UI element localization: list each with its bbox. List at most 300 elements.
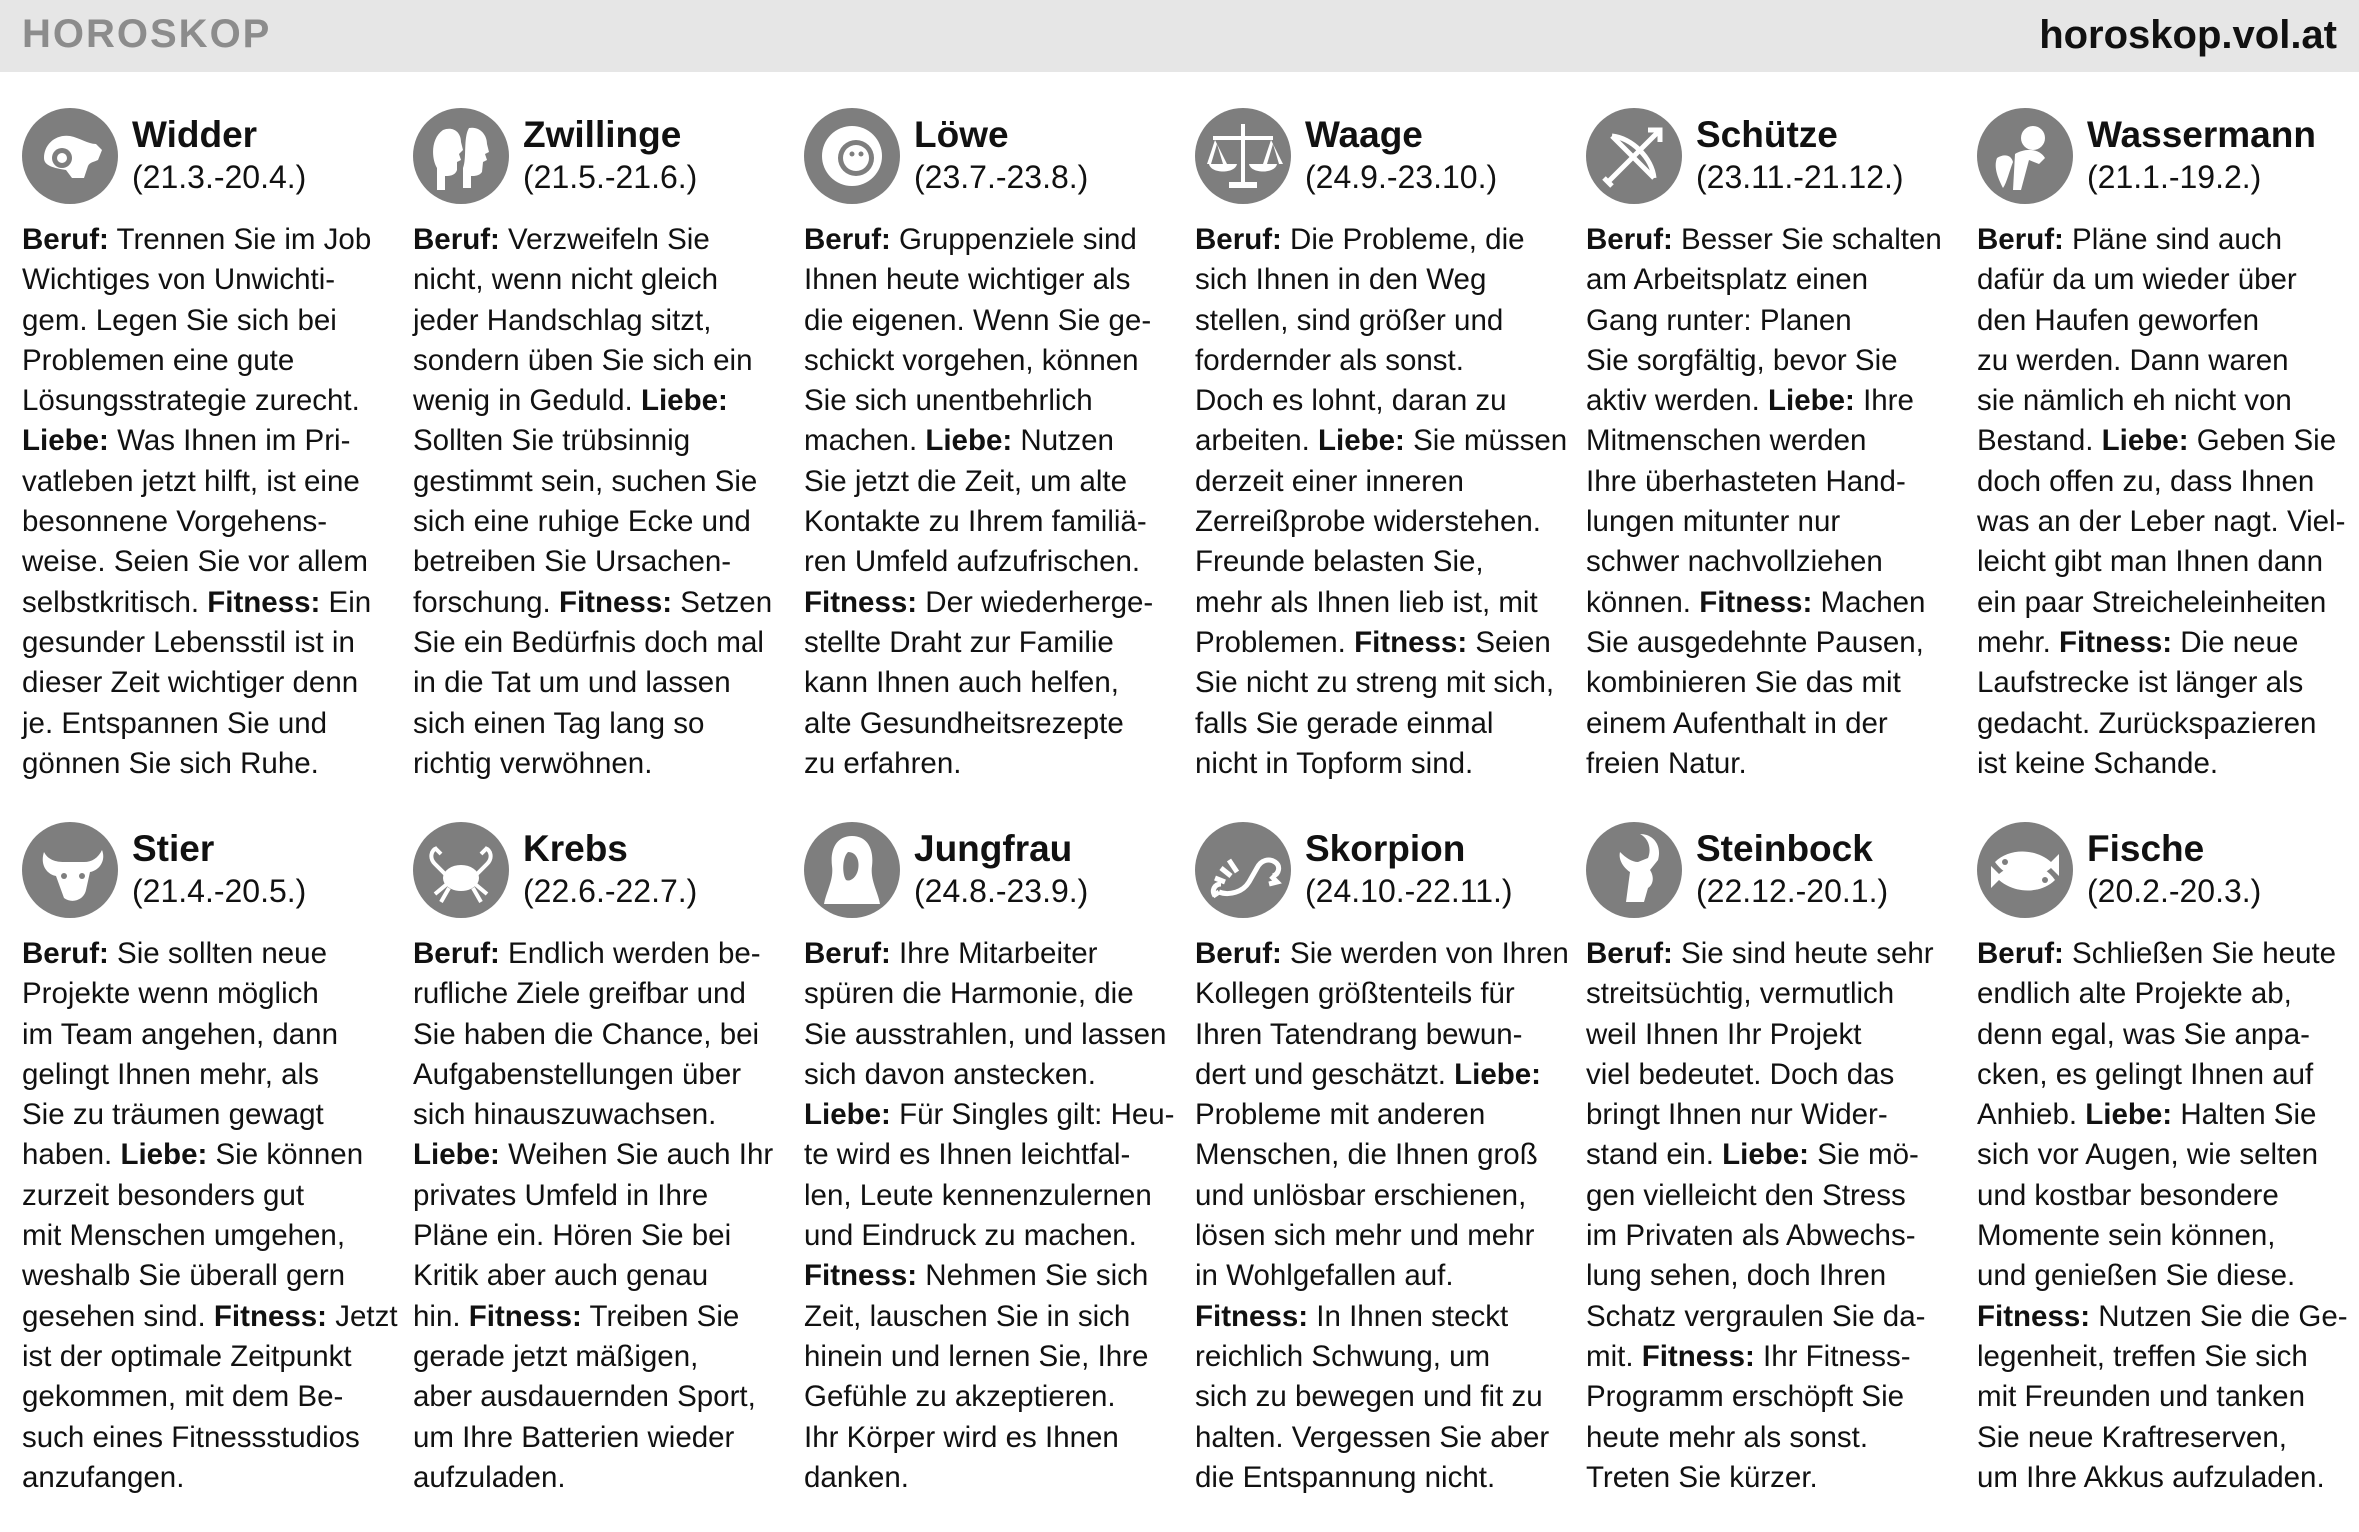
text-segment: machen. bbox=[804, 424, 926, 458]
text-segment: Sie müssen bbox=[1404, 424, 1568, 458]
text-line bbox=[1586, 381, 1956, 421]
text-segment: stand ein. bbox=[1586, 1138, 1723, 1172]
text-segment: Gefühle zu akzeptieren. bbox=[804, 1380, 1116, 1414]
text-line bbox=[804, 502, 1174, 542]
sign-name: Zwillinge bbox=[523, 114, 682, 155]
text-segment: Schließen Sie heute bbox=[2063, 937, 2337, 970]
sign-name: Stier bbox=[132, 828, 215, 869]
text-segment: freien Natur. bbox=[1586, 746, 1747, 780]
text-line bbox=[1586, 1055, 1956, 1095]
text-segment: Sie werden von Ihren bbox=[1281, 937, 1569, 970]
text-line bbox=[1195, 341, 1565, 381]
text-segment: Programm erschöpft Sie bbox=[1586, 1380, 1905, 1414]
text-line bbox=[804, 1256, 1174, 1296]
category-label: Fitness: bbox=[468, 1299, 582, 1333]
text-segment: Die Probleme, die bbox=[1281, 223, 1525, 256]
text-segment: gerade jetzt mäßigen, bbox=[413, 1339, 699, 1373]
text-segment: in die Tat um und lassen bbox=[413, 666, 731, 700]
text-segment: aber ausdauernden Sport, bbox=[413, 1380, 756, 1414]
horoscope-text bbox=[1195, 934, 1569, 1498]
text-line bbox=[1977, 1135, 2347, 1175]
text-segment: in Wohlgefallen auf. bbox=[1195, 1259, 1454, 1293]
text-line bbox=[1195, 1176, 1565, 1216]
text-segment: Nutzen bbox=[1012, 424, 1114, 458]
text-segment: besonnene Vorgehens- bbox=[22, 505, 328, 539]
text-segment: Nehmen Sie sich bbox=[917, 1259, 1149, 1293]
text-segment: aufzuladen. bbox=[413, 1460, 566, 1494]
text-line bbox=[22, 1176, 392, 1216]
text-line bbox=[413, 220, 783, 260]
text-segment: den Haufen geworfen bbox=[1977, 303, 2260, 337]
text-line bbox=[22, 220, 392, 260]
text-segment: Wichtiges von Unwichti- bbox=[22, 263, 336, 297]
category-label: Liebe: bbox=[1722, 1138, 1809, 1172]
text-line bbox=[1977, 542, 2347, 582]
text-segment: Sollten Sie trübsinnig bbox=[413, 424, 691, 458]
text-segment: stellen, sind größer und bbox=[1195, 303, 1504, 337]
text-segment: zurzeit besonders gut bbox=[22, 1178, 305, 1212]
text-line bbox=[413, 381, 783, 421]
text-line bbox=[1195, 1216, 1565, 1256]
text-line bbox=[1195, 1256, 1565, 1296]
text-segment: sich vor Augen, wie selten bbox=[1977, 1138, 2319, 1172]
text-line bbox=[1977, 583, 2347, 623]
text-segment: endlich alte Projekte ab, bbox=[1977, 977, 2292, 1011]
text-segment: jeder Handschlag sitzt, bbox=[413, 303, 712, 337]
text-line bbox=[1195, 1337, 1565, 1377]
text-line bbox=[1195, 421, 1568, 461]
text-line bbox=[1586, 220, 1956, 260]
text-line bbox=[22, 462, 392, 502]
category-label: Beruf: bbox=[22, 937, 109, 970]
text-line bbox=[804, 623, 1174, 663]
text-line bbox=[413, 502, 783, 542]
horoscope-text bbox=[804, 220, 1174, 784]
text-segment: mehr als Ihnen lieb ist, mit bbox=[1195, 585, 1538, 619]
text-segment: Trennen Sie im Job bbox=[108, 223, 372, 256]
text-line bbox=[1586, 1418, 1956, 1458]
text-line bbox=[804, 301, 1174, 341]
text-segment: Ihre Mitarbeiter bbox=[890, 937, 1098, 970]
text-segment: weshalb Sie überall gern bbox=[22, 1259, 346, 1293]
text-segment: te wird es Ihnen leichtfal- bbox=[804, 1138, 1131, 1172]
text-segment: Momente sein können, bbox=[1977, 1219, 2276, 1253]
text-segment: aktiv werden. bbox=[1586, 384, 1768, 418]
text-line bbox=[413, 301, 783, 341]
text-line bbox=[1195, 220, 1565, 260]
text-line bbox=[1586, 1015, 1956, 1055]
text-line bbox=[413, 1256, 783, 1296]
text-line bbox=[22, 663, 392, 703]
text-segment: und genießen Sie diese. bbox=[1977, 1259, 2296, 1293]
text-line bbox=[1195, 1297, 1565, 1337]
sign-dates: (24.9.-23.10.) bbox=[1305, 159, 1498, 195]
text-line bbox=[804, 1135, 1174, 1175]
text-line bbox=[1195, 583, 1565, 623]
text-line bbox=[804, 381, 1174, 421]
text-segment: mit Freunden und tanken bbox=[1977, 1380, 2305, 1414]
text-segment: schwer nachvollziehen bbox=[1586, 545, 1883, 579]
sign-name: Widder bbox=[132, 114, 258, 155]
text-line bbox=[804, 421, 1174, 461]
text-segment: wenig in Geduld. bbox=[413, 384, 641, 418]
text-segment: Laufstrecke ist länger als bbox=[1977, 666, 2304, 700]
text-segment: Sie ausgedehnte Pausen, bbox=[1586, 625, 1924, 659]
text-segment: gedacht. Zurückspazieren bbox=[1977, 706, 2317, 740]
text-line bbox=[1977, 1095, 2347, 1135]
text-segment: gestimmt sein, suchen Sie bbox=[413, 464, 758, 498]
text-segment: anzufangen. bbox=[22, 1460, 185, 1494]
text-line bbox=[804, 1216, 1174, 1256]
category-label: Beruf: bbox=[1977, 937, 2064, 970]
text-segment: Zeit, lauschen Sie in sich bbox=[804, 1299, 1131, 1333]
category-label: Liebe: bbox=[2101, 424, 2189, 458]
text-segment: ren Umfeld aufzufrischen. bbox=[804, 545, 1141, 579]
text-segment: Ihr Körper wird es Ihnen bbox=[804, 1420, 1119, 1454]
text-line bbox=[1586, 583, 1956, 623]
text-segment: schickt vorgehen, können bbox=[804, 343, 1139, 377]
text-line bbox=[804, 1418, 1174, 1458]
text-line bbox=[22, 1377, 392, 1417]
text-line bbox=[1586, 462, 1956, 502]
text-segment: gesehen sind. bbox=[22, 1299, 214, 1333]
text-line bbox=[1977, 1337, 2347, 1377]
text-segment: Der wiederherge- bbox=[917, 585, 1154, 619]
text-segment: Geben Sie bbox=[2188, 424, 2337, 458]
category-label: Liebe: bbox=[2085, 1098, 2173, 1132]
category-label: Fitness: bbox=[213, 1299, 328, 1333]
text-segment: nicht in Topform sind. bbox=[1195, 746, 1474, 780]
text-line bbox=[22, 1297, 398, 1337]
text-segment: sich zu bewegen und fit zu bbox=[1195, 1380, 1543, 1414]
text-line bbox=[413, 1055, 783, 1095]
text-line bbox=[1977, 974, 2347, 1014]
text-line bbox=[1586, 1297, 1956, 1337]
text-segment: nicht, wenn nicht gleich bbox=[413, 263, 719, 297]
text-line bbox=[1586, 1095, 1956, 1135]
text-segment: Gruppenziele sind bbox=[890, 223, 1137, 256]
text-line bbox=[1195, 1015, 1565, 1055]
text-segment: sich hinauszuwachsen. bbox=[413, 1098, 717, 1132]
category-label: Fitness: bbox=[1354, 625, 1468, 659]
text-line bbox=[413, 1015, 783, 1055]
horoscope-text bbox=[1195, 220, 1568, 784]
text-segment: einem Aufenthalt in der bbox=[1586, 706, 1888, 740]
text-segment: um Ihre Akkus aufzuladen. bbox=[1977, 1460, 2325, 1494]
text-line bbox=[1586, 341, 1956, 381]
text-line bbox=[804, 974, 1174, 1014]
text-segment: dert und geschätzt. bbox=[1195, 1057, 1455, 1091]
text-line bbox=[804, 704, 1174, 744]
text-segment: Lösungsstrategie zurecht. bbox=[22, 384, 360, 418]
text-segment: such eines Fitnessstudios bbox=[22, 1420, 360, 1454]
text-segment: Weihen Sie auch Ihr bbox=[499, 1138, 774, 1172]
text-line bbox=[22, 623, 392, 663]
horoscope-text bbox=[413, 220, 783, 784]
category-label: Beruf: bbox=[1586, 937, 1673, 970]
text-segment: Sie haben die Chance, bei bbox=[413, 1017, 760, 1051]
text-line bbox=[22, 1256, 392, 1296]
horoscope-text bbox=[804, 934, 1174, 1498]
text-segment: je. Entspannen Sie und bbox=[22, 706, 328, 740]
text-segment: Ihre überhasteten Hand- bbox=[1586, 464, 1906, 498]
category-label: Beruf: bbox=[1586, 223, 1673, 256]
text-segment: stellte Draht zur Familie bbox=[804, 625, 1114, 659]
text-line bbox=[1195, 502, 1565, 542]
text-segment: Pläne sind auch bbox=[2063, 223, 2282, 256]
text-line bbox=[413, 1216, 783, 1256]
text-segment: legenheit, treffen Sie sich bbox=[1977, 1339, 2308, 1373]
twins-faces-icon bbox=[413, 108, 509, 204]
sign-dates: (24.8.-23.9.) bbox=[914, 873, 1089, 909]
text-line bbox=[1586, 421, 1956, 461]
text-line bbox=[1586, 663, 1956, 703]
text-line bbox=[22, 542, 392, 582]
text-line bbox=[22, 1135, 392, 1175]
text-line bbox=[413, 421, 783, 461]
text-line bbox=[804, 583, 1174, 623]
site-url[interactable]: horoskop.vol.at bbox=[2039, 13, 2337, 57]
virgin-woman-icon bbox=[804, 822, 900, 918]
text-segment: Sie jetzt die Zeit, um alte bbox=[804, 464, 1128, 498]
text-segment: Jetzt bbox=[327, 1299, 398, 1333]
text-line bbox=[1977, 301, 2347, 341]
text-segment: ist keine Schande. bbox=[1977, 746, 2219, 780]
category-label: Fitness: bbox=[804, 1259, 918, 1293]
text-segment: Was Ihnen im Pri- bbox=[108, 424, 351, 458]
text-segment: hin. bbox=[413, 1299, 469, 1333]
text-segment: gesunder Lebensstil ist in bbox=[22, 625, 355, 659]
text-segment: Machen bbox=[1812, 585, 1926, 619]
category-label: Fitness: bbox=[558, 585, 673, 619]
text-line bbox=[22, 421, 392, 461]
text-line bbox=[1195, 704, 1565, 744]
text-segment: Sie ausstrahlen, und lassen bbox=[804, 1017, 1167, 1051]
category-label: Beruf: bbox=[804, 937, 891, 970]
text-segment: Anhieb. bbox=[1977, 1098, 2086, 1132]
text-segment: Sie neue Kraftreserven, bbox=[1977, 1420, 2287, 1454]
text-line bbox=[1977, 1176, 2347, 1216]
text-line bbox=[1195, 1095, 1565, 1135]
category-label: Beruf: bbox=[1195, 937, 1282, 970]
text-line bbox=[1586, 623, 1956, 663]
sign-dates: (21.3.-20.4.) bbox=[132, 159, 307, 195]
text-line bbox=[804, 1377, 1174, 1417]
text-segment: spüren die Harmonie, die bbox=[804, 977, 1134, 1011]
sign-dates: (22.6.-22.7.) bbox=[523, 873, 698, 909]
sign-dates: (21.5.-21.6.) bbox=[523, 159, 698, 195]
text-segment: lungen mitunter nur bbox=[1586, 505, 1841, 539]
text-segment: sich einen Tag lang so bbox=[413, 706, 705, 740]
text-line bbox=[1586, 1337, 1956, 1377]
text-segment: alte Gesundheitsrezepte bbox=[804, 706, 1124, 740]
text-segment: lösen sich mehr und mehr bbox=[1195, 1219, 1535, 1253]
text-segment: Sie sollten neue bbox=[108, 937, 327, 970]
text-segment: falls Sie gerade einmal bbox=[1195, 706, 1494, 740]
fish-icon bbox=[1977, 822, 2073, 918]
text-segment: Ihre bbox=[1854, 384, 1914, 418]
horoscope-text bbox=[22, 934, 398, 1498]
text-segment: Bestand. bbox=[1977, 424, 2102, 458]
sign-dates: (23.11.-21.12.) bbox=[1696, 159, 1904, 195]
text-line bbox=[804, 1297, 1174, 1337]
horoscope-text bbox=[1586, 934, 1956, 1498]
text-segment: viel bedeutet. Doch das bbox=[1586, 1057, 1895, 1091]
text-segment: Aufgabenstellungen über bbox=[413, 1057, 742, 1091]
text-line bbox=[1977, 934, 2347, 974]
category-label: Liebe: bbox=[1768, 384, 1855, 418]
text-segment: Besser Sie schalten bbox=[1672, 223, 1942, 256]
text-line bbox=[1195, 1418, 1565, 1458]
text-segment: mehr. bbox=[1977, 625, 2059, 659]
category-label: Fitness: bbox=[2058, 625, 2173, 659]
text-segment: Verzweifeln Sie bbox=[499, 223, 710, 256]
text-segment: Sie ein Bedürfnis doch mal bbox=[413, 625, 764, 659]
sign-dates: (23.7.-23.8.) bbox=[914, 159, 1089, 195]
text-line bbox=[804, 934, 1174, 974]
text-segment: hinein und lernen Sie, Ihre bbox=[804, 1339, 1149, 1373]
text-line bbox=[804, 341, 1174, 381]
text-line bbox=[413, 744, 783, 784]
text-line bbox=[413, 1297, 783, 1337]
text-line bbox=[1586, 744, 1956, 784]
text-line bbox=[413, 1418, 783, 1458]
text-segment: vatleben jetzt hilft, ist eine bbox=[22, 464, 360, 498]
text-line bbox=[1195, 462, 1565, 502]
text-segment: Sie mö- bbox=[1809, 1138, 1919, 1172]
text-line bbox=[22, 1458, 392, 1498]
text-segment: können. bbox=[1586, 585, 1700, 619]
text-segment: Treiben Sie bbox=[581, 1299, 740, 1333]
horoscope-text bbox=[1586, 220, 1956, 784]
text-segment: zu erfahren. bbox=[804, 746, 962, 780]
text-segment: am Arbeitsplatz einen bbox=[1586, 263, 1869, 297]
text-segment: Ihnen heute wichtiger als bbox=[804, 263, 1131, 297]
text-segment: gönnen Sie sich Ruhe. bbox=[22, 746, 319, 780]
text-segment: Probleme mit anderen bbox=[1195, 1098, 1486, 1132]
text-segment: streitsüchtig, vermutlich bbox=[1586, 977, 1895, 1011]
text-line bbox=[804, 1337, 1174, 1377]
text-line bbox=[22, 583, 392, 623]
text-line bbox=[413, 462, 783, 502]
sign-name: Skorpion bbox=[1305, 828, 1466, 869]
text-segment: und kostbar besondere bbox=[1977, 1178, 2279, 1212]
text-line bbox=[22, 974, 392, 1014]
text-segment: im Team angehen, dann bbox=[22, 1017, 338, 1051]
text-line bbox=[1195, 623, 1565, 663]
text-line bbox=[413, 663, 783, 703]
text-line bbox=[22, 1216, 392, 1256]
text-segment: fordernder als sonst. bbox=[1195, 343, 1464, 377]
text-line bbox=[413, 542, 783, 582]
sign-dates: (22.12.-20.1.) bbox=[1696, 873, 1889, 909]
text-line bbox=[413, 974, 783, 1014]
text-line bbox=[1195, 934, 1569, 974]
text-line bbox=[413, 1458, 783, 1498]
text-segment: betreiben Sie Ursachen- bbox=[413, 545, 732, 579]
text-segment: heute mehr als sonst. bbox=[1586, 1420, 1869, 1454]
text-segment: sich davon anstecken. bbox=[804, 1057, 1096, 1091]
text-line bbox=[1586, 301, 1956, 341]
category-label: Liebe: bbox=[413, 1138, 500, 1172]
water-bearer-icon bbox=[1977, 108, 2073, 204]
text-line bbox=[804, 663, 1174, 703]
text-segment: Doch es lohnt, daran zu bbox=[1195, 384, 1507, 418]
text-segment: weise. Seien Sie vor allem bbox=[22, 545, 368, 579]
text-segment: gem. Legen Sie sich bei bbox=[22, 303, 337, 337]
text-line bbox=[1977, 1055, 2347, 1095]
text-line bbox=[804, 744, 1174, 784]
text-segment: sich eine ruhige Ecke und bbox=[413, 505, 751, 539]
text-line bbox=[1586, 1458, 1956, 1498]
text-segment: Freunde belasten Sie, bbox=[1195, 545, 1484, 579]
text-line bbox=[413, 1135, 783, 1175]
text-segment: doch offen zu, dass Ihnen bbox=[1977, 464, 2315, 498]
text-segment: mit. bbox=[1586, 1339, 1642, 1373]
text-line bbox=[804, 542, 1174, 582]
sign-dates: (21.4.-20.5.) bbox=[132, 873, 307, 909]
text-segment: Für Singles gilt: Heu- bbox=[890, 1098, 1175, 1132]
text-segment: Pläne ein. Hören Sie bei bbox=[413, 1219, 732, 1253]
text-line bbox=[1977, 1256, 2347, 1296]
category-label: Liebe: bbox=[120, 1138, 208, 1172]
text-line bbox=[1977, 381, 2347, 421]
horoscope-text bbox=[413, 934, 783, 1498]
category-label: Beruf: bbox=[413, 223, 500, 256]
category-label: Beruf: bbox=[22, 223, 109, 256]
text-line bbox=[1977, 421, 2347, 461]
text-segment: ein paar Streicheleinheiten bbox=[1977, 585, 2327, 619]
text-segment: gelingt Ihnen mehr, als bbox=[22, 1057, 319, 1091]
text-segment: Sie können bbox=[207, 1138, 364, 1172]
text-line bbox=[1977, 1418, 2347, 1458]
text-line bbox=[413, 1095, 783, 1135]
category-label: Beruf: bbox=[1195, 223, 1282, 256]
text-line bbox=[804, 1176, 1174, 1216]
text-line bbox=[804, 1055, 1174, 1095]
text-segment: privates Umfeld in Ihre bbox=[413, 1178, 709, 1212]
text-segment: zu werden. Dann waren bbox=[1977, 343, 2289, 377]
text-segment: Problemen eine gute bbox=[22, 343, 295, 377]
text-segment: Treten Sie kürzer. bbox=[1586, 1460, 1818, 1494]
text-segment: Mitmenschen werden bbox=[1586, 424, 1867, 458]
text-line bbox=[1195, 381, 1565, 421]
text-line bbox=[1586, 974, 1956, 1014]
sign-name: Steinbock bbox=[1696, 828, 1873, 869]
text-segment: arbeiten. bbox=[1195, 424, 1318, 458]
category-label: Fitness: bbox=[1195, 1299, 1309, 1333]
text-segment: lung sehen, doch Ihren bbox=[1586, 1259, 1887, 1293]
text-segment: reichlich Schwung, um bbox=[1195, 1339, 1491, 1373]
sign-name: Löwe bbox=[914, 114, 1009, 155]
text-line bbox=[1195, 1055, 1565, 1095]
text-segment: Kontakte zu Ihrem familiä- bbox=[804, 505, 1147, 539]
text-line bbox=[1977, 260, 2347, 300]
sign-dates: (20.2.-20.3.) bbox=[2087, 873, 2262, 909]
text-segment: Endlich werden be- bbox=[499, 937, 761, 970]
text-segment: Ihr Fitness- bbox=[1754, 1339, 1911, 1373]
text-segment: Ihren Tatendrang bewun- bbox=[1195, 1017, 1523, 1051]
text-line bbox=[1195, 1458, 1565, 1498]
text-segment: Gang runter: Planen bbox=[1586, 303, 1852, 337]
text-line bbox=[1586, 1176, 1956, 1216]
text-line bbox=[22, 1337, 392, 1377]
text-line bbox=[1195, 663, 1565, 703]
text-line bbox=[1977, 220, 2347, 260]
text-segment: Sie sorgfältig, bevor Sie bbox=[1586, 343, 1898, 377]
text-line bbox=[22, 260, 392, 300]
text-line bbox=[1195, 1377, 1565, 1417]
